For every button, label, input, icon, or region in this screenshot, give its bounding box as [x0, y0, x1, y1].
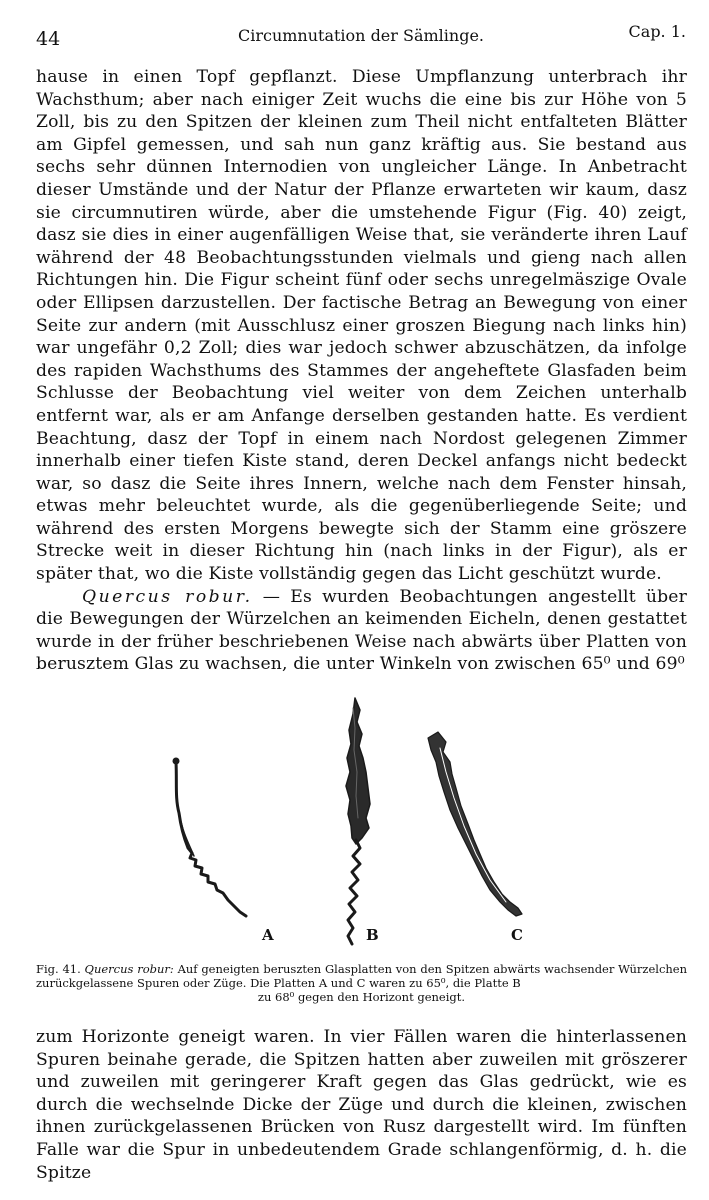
figure-label-a: A — [262, 926, 274, 944]
page-header — [36, 20, 686, 50]
page-number: 44 — [36, 28, 61, 50]
paragraph-continuation: zum Horizonte geneigt waren. In vier Fällen waren die hinterlassenen Spuren beinahe gerade, die Spitzen hatten aber zuweilen mit gröszerer und zuweilen mit geringerer Kraft gegen das Glas gedrückt, wie es durch die wechselnde Dicke der Züge und durch die kleinen, zwischen ihnen zurückgelassenen Brücken von Rusz dargestellt wird. Im fünften Falle war die Spur in unbedeutendem Grade schlangenförmig, d. h. die Spitze — [36, 1027, 687, 1183]
caption-prefix: Fig. 41. — [36, 962, 81, 976]
caption-last-line: zu 68⁰ gegen den Horizont geneigt. — [257, 990, 466, 1004]
caption-species: Quercus robur: — [84, 962, 174, 976]
trace-b — [346, 698, 370, 944]
chapter-label: Cap. 1. — [628, 22, 686, 41]
trace-a — [173, 758, 247, 917]
figure-41 — [150, 688, 590, 948]
root-traces-illustration — [150, 688, 590, 948]
figure-label-b: B — [366, 926, 379, 944]
paragraph-quercus — [36, 586, 687, 676]
caption-text: Auf geneigten beruszten Glasplatten von den Spitzen abwärts wachsender Würzelchen zurückgelassene Spuren oder Züge. Die Platten A und C waren zu 65⁰, die Platte B — [36, 962, 688, 990]
running-title: Circumnutation der Sämlinge. — [237, 26, 485, 45]
paragraph-1: hause in einen Topf gepflanzt. Diese Umpflanzung unterbrach ihr Wachsthum; aber nach einiger Zeit wuchs die eine bis zur Höhe von 5 Zoll, bis zu den Spitzen der kleinen zum Theil nicht entfalteten Blätter am Gipfel gemessen, und sah nun ganz kräftig aus. Sie bestand aus sechs sehr dünnen Internodien von ungleicher Länge. In Anbetracht dieser Umstände und der Natur der Pflanze erwarteten wir kaum, dasz sie circumnutiren würde, aber die umstehende Figur (Fig. 40) zeigt, dasz sie dies in einer augenfälligen Weise that, sie veränderte ihren Lauf während der 48 Beobachtungsstunden vielmals und gieng nach allen Richtungen hin. Die Figur scheint fünf oder sechs unregelmäszige Ovale oder Ellipsen darzustellen. Der factische Betrag an Bewegung von einer Seite zur andern (mit Ausschlusz einer groszen Biegung nach links hin) war ungefähr 0,2 Zoll; dies war jedoch schwer abzuschätzen, da infolge des rapiden Wachsthums des Stammes der angeheftete Glasfaden beim Schlusse der Beobachtung viel weiter von dem Zeichen unterhalb entfernt war, als er am Anfange derselben gestanden hatte. Es verdient Beachtung, dasz der Topf in einem nach Nordost gelegenen Zimmer innerhalb einer tiefen Kiste stand, deren Deckel anfangs nicht bedeckt war, so dasz die Seite ihres Innern, welche nach dem Fenster hinsah, etwas mehr beleuchtet wurde, als die gegenüberliegende Seite; und während des ersten Morgens bewegte sich der Stamm eine gröszere Strecke weit in dieser Richtung hin (nach links in der Figur), als er später that, wo die Kiste vollständig gegen das Licht geschützt wurde. — [36, 67, 687, 585]
body-text-top — [36, 66, 687, 676]
species-name: Quercus robur. — [82, 586, 253, 607]
figure-caption — [36, 962, 687, 1004]
paragraph-quercus-text: — Es wurden Beobachtungen angestellt über die Bewegungen der Würzelchen an keimenden Eicheln, denen gestattet wurde in der früher beschriebenen Weise nach abwärts über Platten von berusztem Glas zu wachsen, die unter Winkeln von zwischen 65⁰ und 69⁰ — [36, 586, 687, 675]
body-text-bottom — [36, 1026, 687, 1184]
figure-label-c: C — [511, 926, 523, 944]
trace-c — [428, 732, 522, 916]
